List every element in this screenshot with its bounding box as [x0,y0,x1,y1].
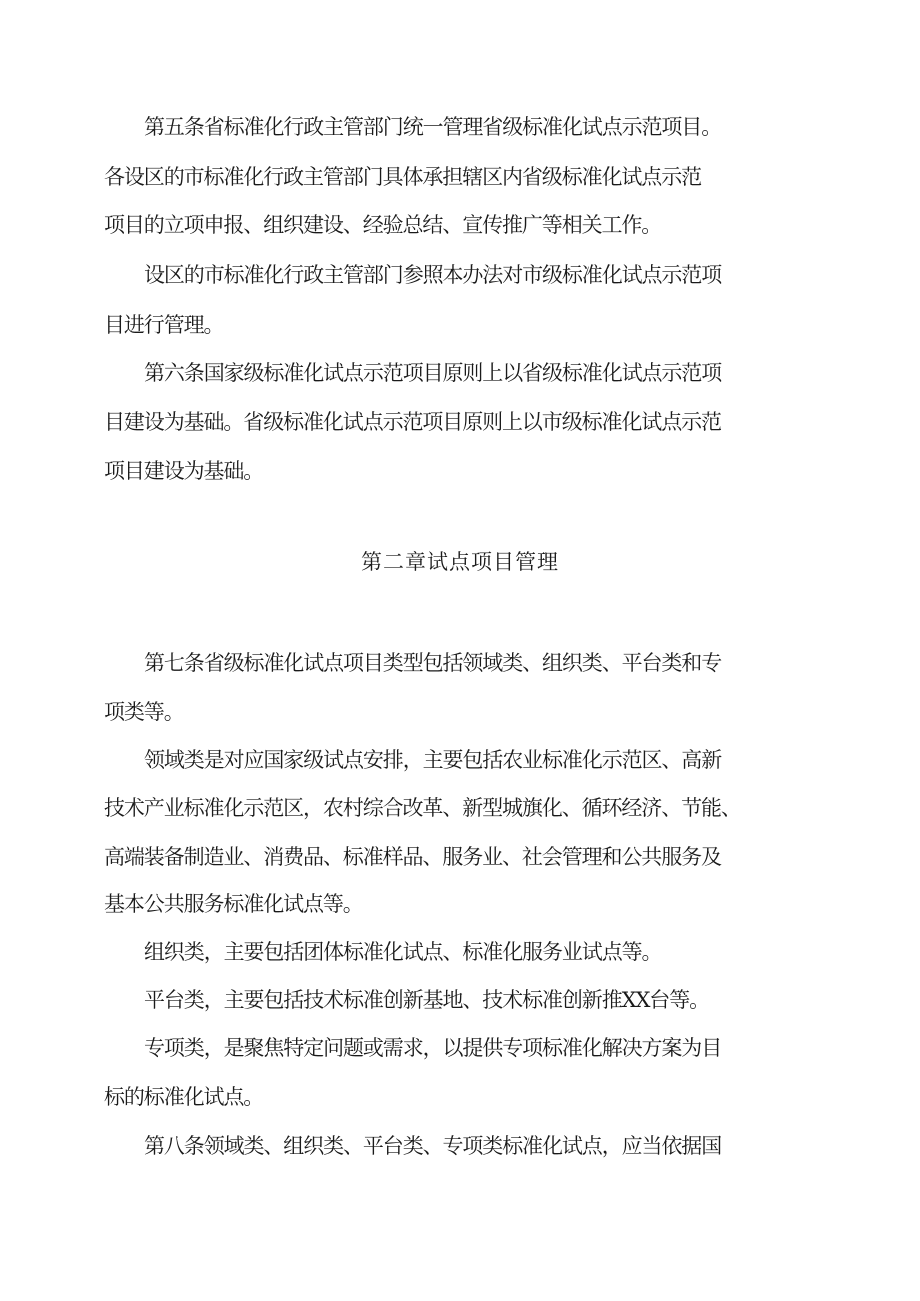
text-line-10: 项类等。 [104,700,184,724]
text-line-3: 项目的立项申报、组织建设、经验总结、宣传推广等相关工作。 [104,213,662,237]
chapter-heading: 第二章试点项目管理 [361,550,559,574]
text-line-6: 第六条国家级标准化试点示范项目原则上以省级标准化试点示范项 [144,361,722,385]
text-line-19: 第八条领域类、组织类、平台类、专项类标准化试点，应当依据国 [144,1134,722,1158]
text-line-9: 第七条省级标准化试点项目类型包括领域类、组织类、平台类和专 [144,651,722,675]
text-line-14: 基本公共服务标准化试点等。 [104,892,363,916]
text-line-8: 项目建设为基础。 [104,459,264,483]
text-line-15: 组织类，主要包括团体标准化试点、标准化服务业试点等。 [144,940,662,964]
text-line-2: 各设区的市标准化行政主管部门具体承担辖区内省级标准化试点示范 [104,165,701,189]
text-line-4: 设区的市标准化行政主管部门参照本办法对市级标准化试点示范项 [144,263,722,287]
text-line-7: 目建设为基础。省级标准化试点示范项目原则上以市级标准化试点示范 [104,410,721,434]
text-line-5: 目进行管理。 [104,313,224,337]
text-line-11: 领域类是对应国家级试点安排，主要包括农业标准化示范区、高新 [144,748,722,772]
text-line-17: 专项类，是聚焦特定问题或需求，以提供专项标准化解决方案为目 [144,1036,722,1060]
text-line-18: 标的标准化试点。 [104,1085,264,1109]
text-line-13: 高端装备制造业、消费品、标准样品、服务业、社会管理和公共服务及 [104,845,721,869]
text-line-12: 技术产业标准化示范区，农村综合改革、新型城旗化、循环经济、节能、 [104,796,741,820]
text-line-1: 第五条省标准化行政主管部门统一管理省级标准化试点示范项目。 [144,115,722,139]
text-line-16: 平台类，主要包括技术标准创新基地、技术标准创新推XX台等。 [144,988,709,1012]
